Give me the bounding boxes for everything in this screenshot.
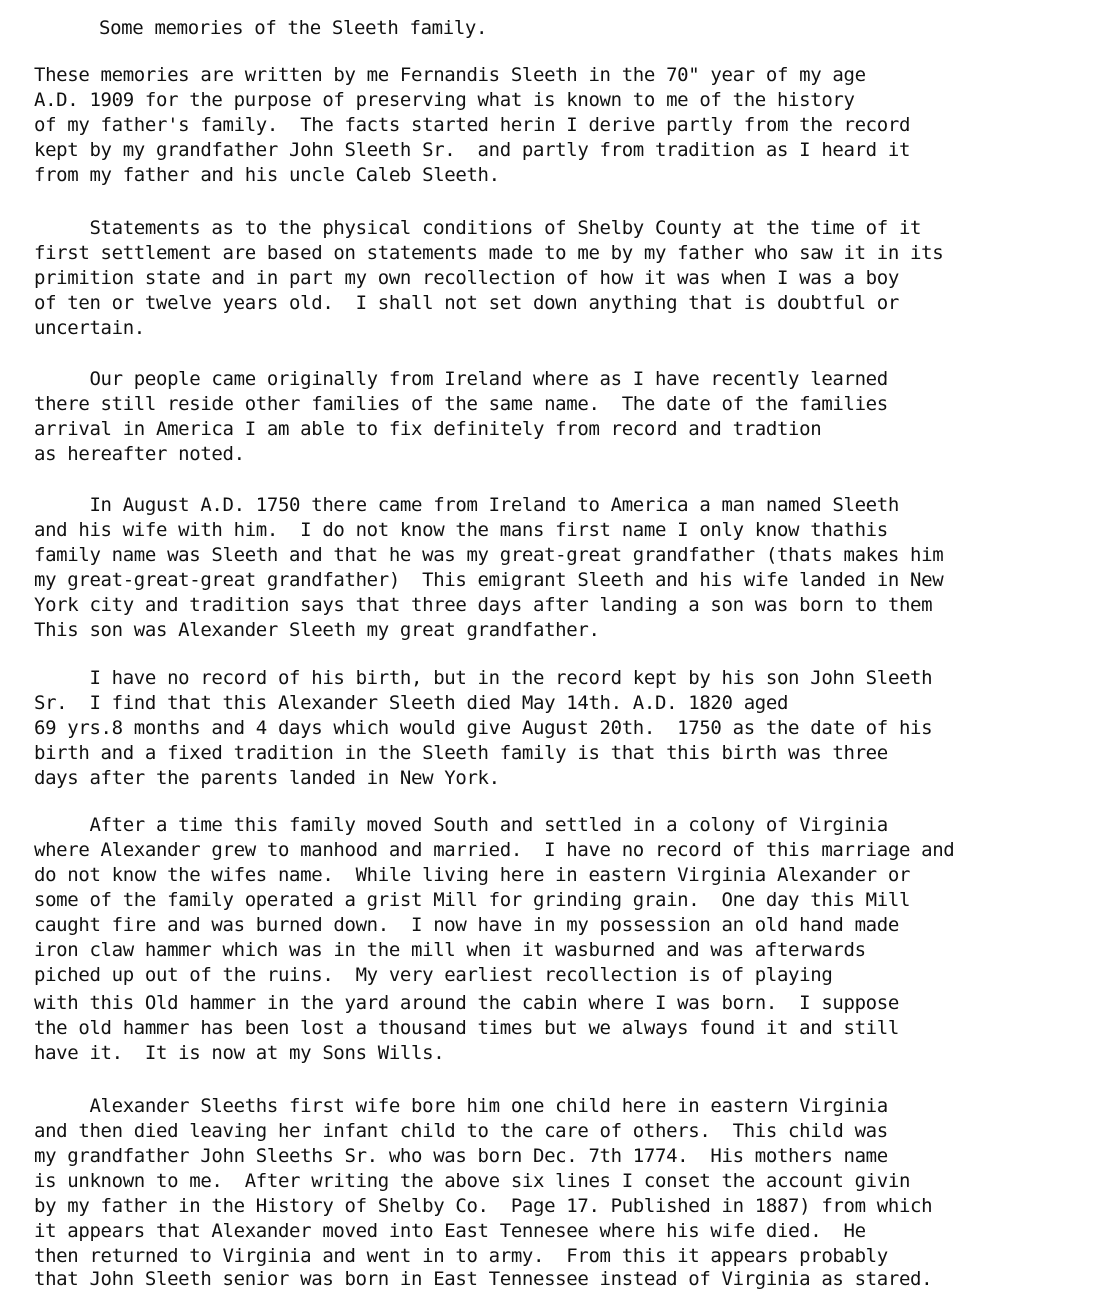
text-line: This son was Alexander Sleeth my great grandfather. [34,619,600,641]
text-line: have it. It is now at my Sons Wills. [34,1042,445,1064]
text-line: Sr. I find that this Alexander Sleeth died May 14th. A.D. 1820 aged [34,692,789,714]
text-line: and then died leaving her infant child to the care of others. This child was [34,1120,888,1142]
text-line: In August A.D. 1750 there came from Ireland to America a man named Sleeth [34,494,899,516]
text-line: A.D. 1909 for the purpose of preserving what is known to me of the history [34,89,855,111]
text-line: where Alexander grew to manhood and married. I have no record of this marriage and [34,839,955,861]
text-line: is unknown to me. After writing the above six lines I conset the account givin [34,1170,911,1192]
text-line: the old hammer has been lost a thousand times but we always found it and still [34,1017,899,1039]
text-line: York city and tradition says that three days after landing a son was born to them [34,594,933,616]
text-line: Statements as to the physical conditions of Shelby County at the time of it [34,217,922,239]
text-line: my great-great-great grandfather) This emigrant Sleeth and his wife landed in New [34,569,944,591]
text-line: caught fire and was burned down. I now have in my possession an old hand made [34,914,899,936]
text-line: kept by my grandfather John Sleeth Sr. and partly from tradition as I heard it [34,139,911,161]
text-line: from my father and his uncle Caleb Sleeth. [34,164,500,186]
text-line: piched up out of the ruins. My very earliest recollection is of playing [34,964,833,986]
text-line: These memories are written by me Fernandis Sleeth in the 70" year of my age [34,64,866,86]
text-line: first settlement are based on statements made to me by my father who saw it in its [34,242,944,264]
text-line: Alexander Sleeths first wife bore him one child here in eastern Virginia [34,1095,888,1117]
text-line: I have no record of his birth, but in the record kept by his son John Sleeth [34,667,933,689]
text-line: of ten or twelve years old. I shall not set down anything that is doubtful or [34,292,899,314]
text-line: of my father's family. The facts started herin I derive partly from the record [34,114,911,136]
text-line: it appears that Alexander moved into East Tennesee where his wife died. He [34,1220,866,1242]
text-line: do not know the wifes name. While living here in eastern Virginia Alexander or [34,864,911,886]
text-line: family name was Sleeth and that he was my great-great grandfather (thats makes him [34,544,944,566]
text-line: by my father in the History of Shelby Co. Page 17. Published in 1887) from which [34,1195,933,1217]
text-line: as hereafter noted. [34,443,245,465]
text-line: arrival in America I am able to fix definitely from record and tradtion [34,418,822,440]
text-line: iron claw hammer which was in the mill when it wasburned and was afterwards [34,939,866,961]
text-line: uncertain. [34,317,145,339]
text-line: 69 yrs.8 months and 4 days which would give August 20th. 1750 as the date of his [34,717,933,739]
text-line: birth and a fixed tradition in the Sleeth family is that this birth was three [34,742,888,764]
text-line: there still reside other families of the same name. The date of the families [34,393,888,415]
text-line: and his wife with him. I do not know the mans first name I only know thathis [34,519,888,541]
text-line: primition state and in part my own recollection of how it was when I was a boy [34,267,899,289]
text-line: days after the parents landed in New York. [34,767,500,789]
text-line: then returned to Virginia and went in to army. From this it appears probably [34,1245,888,1267]
text-line: some of the family operated a grist Mill for grinding grain. One day this Mill [34,889,911,911]
text-line: Our people came originally from Ireland where as I have recently learned [34,368,888,390]
text-line: with this Old hammer in the yard around the cabin where I was born. I suppose [34,992,899,1014]
text-line: After a time this family moved South and settled in a colony of Virginia [34,814,888,836]
text-line: that John Sleeth senior was born in East Tennessee instead of Virginia as stared. [34,1268,933,1290]
text-line: my grandfather John Sleeths Sr. who was born Dec. 7th 1774. His mothers name [34,1145,888,1167]
document-title: Some memories of the Sleeth family. [99,17,488,39]
